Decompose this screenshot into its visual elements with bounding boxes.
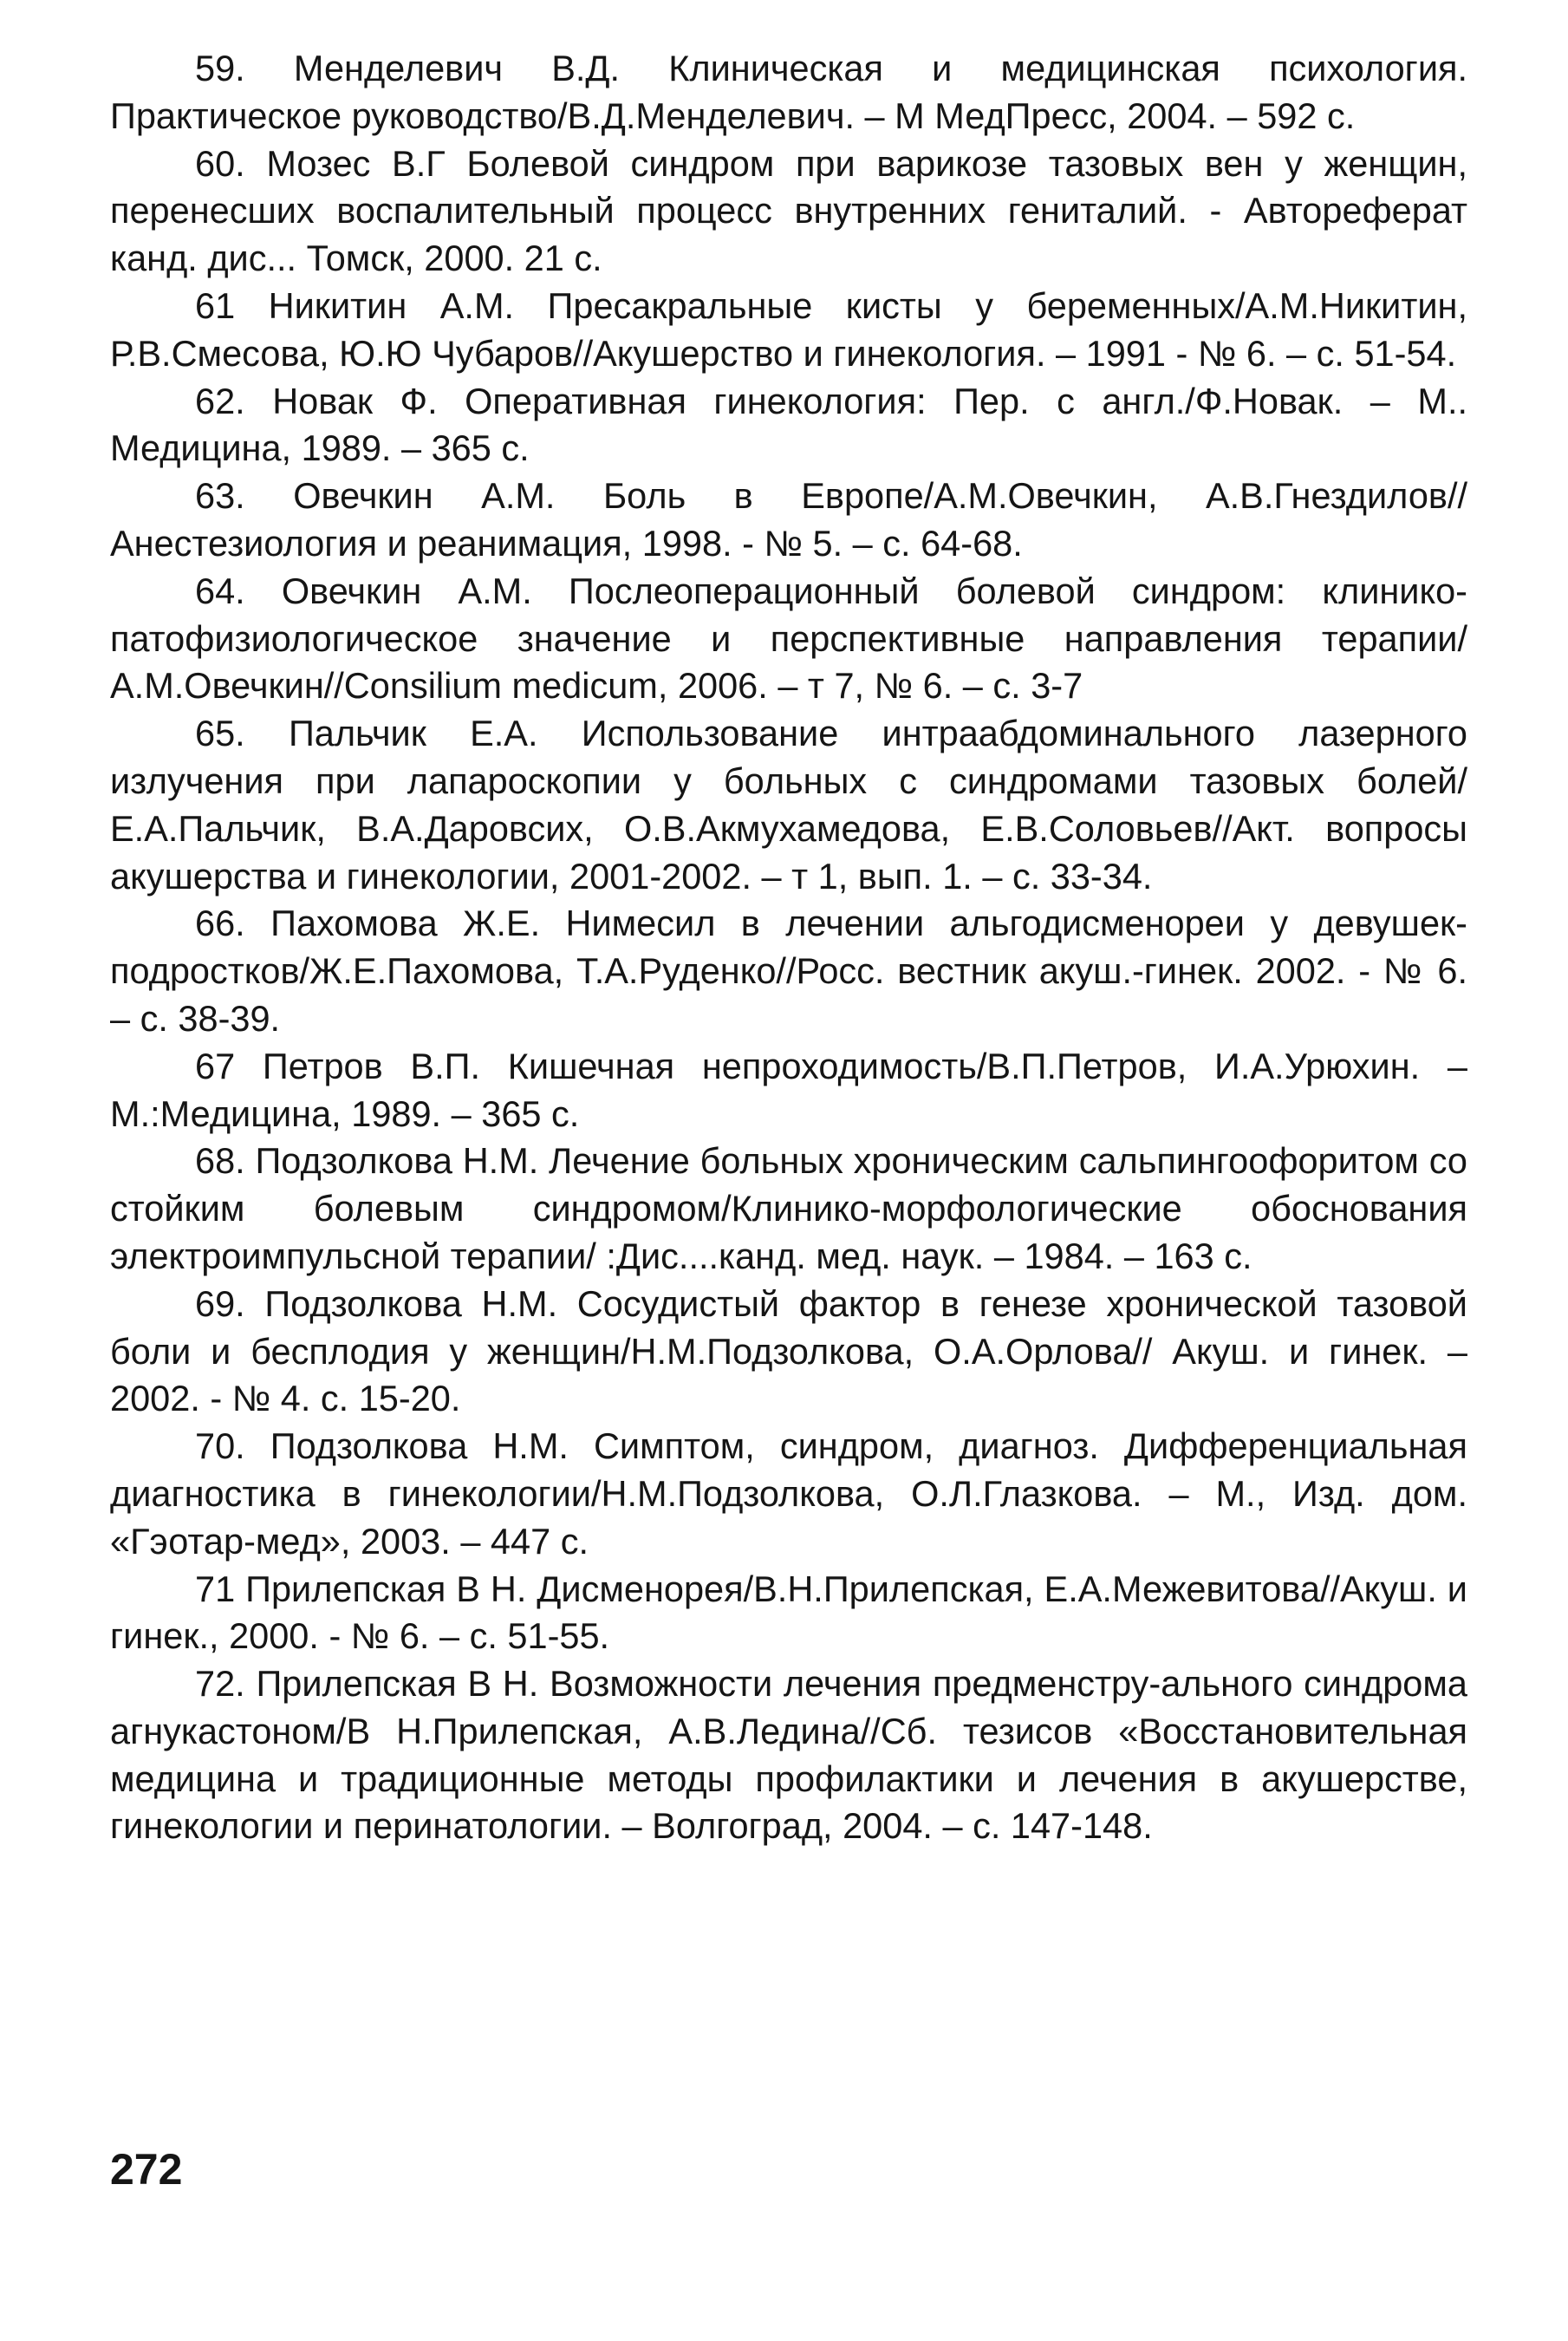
reference-entry [110, 1281, 1467, 1423]
reference-entry [110, 1660, 1467, 1850]
reference-text: Подзолкова Н.М. Лечение больных хроническим сальпингоофоритом со стойким болевым синдромом/Клинико-морфологические обоснования электроимпульсной терапии/ :Дис....канд. мед. наук. – 1984. – 163 с. [110, 1140, 1467, 1276]
reference-entry [110, 568, 1467, 710]
reference-number: 64. [195, 570, 245, 611]
reference-text: Никитин А.М. Пресакральные кисты у беременных/А.М.Никитин, Р.В.Смесова, Ю.Ю Чубаров//Акушерство и гинекология. – 1991 - № 6. – с. 51-54. [110, 284, 1467, 374]
reference-number: 67 [195, 1045, 236, 1086]
reference-number: 71 [195, 1568, 236, 1609]
reference-number: 69. [195, 1282, 245, 1324]
bibliography-page [110, 45, 1467, 1850]
reference-entry [110, 378, 1467, 473]
reference-text: Пальчик Е.А. Использование интраабдоминального лазерного излучения при лапароскопии у больных с синдромами тазовых болей/ Е.А.Пальчик, В.А.Даровсих, О.В.Акмухамедова, Е.В.Соловьев//Акт. вопросы акушерства и гинекологии, 2001-2002. – т 1, вып. 1. – с. 33-34. [110, 713, 1468, 897]
reference-entry [110, 710, 1467, 900]
reference-number: 60. [195, 142, 245, 184]
reference-number: 68. [195, 1140, 245, 1182]
reference-text: Пахомова Ж.Е. Нимесил в лечении альгодисменореи у девушек-подростков/Ж.Е.Пахомова, Т.А.Руденко//Росс. вестник акуш.-гинек. 2002. - № 6. – с. 38-39. [110, 903, 1467, 1039]
reference-number: 63. [195, 475, 245, 517]
reference-text: Мозес В.Г Болевой синдром при варикозе тазовых вен у женщин, перенесших воспалительный процесс внутренних гениталий. - Автореферат канд. дис... Томск, 2000. 21 с. [110, 142, 1468, 279]
reference-number: 62. [195, 380, 245, 421]
page-number: 272 [110, 2145, 183, 2194]
reference-text: Прилепская В Н. Дисменорея/В.Н.Прилепская, Е.А.Межевитова//Акуш. и гинек., 2000. - № 6. – с. 51-55. [110, 1568, 1467, 1657]
reference-number: 61 [195, 284, 236, 326]
reference-text: Овечкин А.М. Послеоперационный болевой синдром: клинико-патофизиологическое значение и перспективные направления терапии/ А.М.Овечкин//Consilium medicum, 2006. – т 7, № 6. – с. 3-7 [110, 570, 1468, 707]
reference-entry [110, 473, 1467, 568]
reference-entry [110, 140, 1467, 283]
reference-text: Подзолкова Н.М. Сосудистый фактор в генезе хронической тазовой боли и бесплодия у женщин/Н.М.Подзолкова, О.А.Орлова// Акуш. и гинек. – 2002. - № 4. с. 15-20. [110, 1282, 1467, 1419]
reference-number: 65. [195, 713, 245, 754]
reference-text: Овечкин А.М. Боль в Европе/А.М.Овечкин, А.В.Гнездилов// Анестезиология и реанимация, 1998. - № 5. – с. 64-68. [110, 475, 1468, 564]
reference-entry [110, 283, 1467, 378]
reference-entry [110, 1138, 1467, 1280]
reference-entry [110, 1043, 1467, 1138]
reference-text: Подзолкова Н.М. Симптом, синдром, диагноз. Дифференциальная диагностика в гинекологии/Н.М.Подзолкова, О.Л.Глазкова. – М., Изд. дом. «Гэотар-мед», 2003. – 447 с. [110, 1425, 1467, 1562]
reference-number: 72. [195, 1663, 245, 1705]
reference-entry [110, 1423, 1467, 1565]
reference-number: 70. [195, 1425, 245, 1467]
reference-list [110, 45, 1467, 1850]
reference-number: 66. [195, 903, 245, 944]
reference-text: Новак Ф. Оперативная гинекология: Пер. с англ./Ф.Новак. – М.. Медицина, 1989. – 365 с. [110, 380, 1468, 469]
reference-text: Прилепская В Н. Возможности лечения предменстру-ального синдрома агнукастоном/В Н.Прилепская, А.В.Ледина//Сб. тезисов «Восстановительная медицина и традиционные методы профилактики и лечения в акушерстве, гинекологии и перинатологии. – Волгоград, 2004. – с. 147-148. [110, 1663, 1468, 1847]
reference-entry [110, 1566, 1467, 1661]
reference-text: Петров В.П. Кишечная непроходимость/В.П.Петров, И.А.Урюхин. – М.:Медицина, 1989. – 365 с. [110, 1045, 1468, 1134]
reference-entry [110, 900, 1467, 1042]
reference-text: Менделевич В.Д. Клиническая и медицинская психология. Практическое руководство/В.Д.Менделевич. – М МедПресс, 2004. – 592 с. [110, 48, 1468, 136]
reference-number: 59. [195, 48, 245, 88]
reference-entry [110, 45, 1467, 140]
